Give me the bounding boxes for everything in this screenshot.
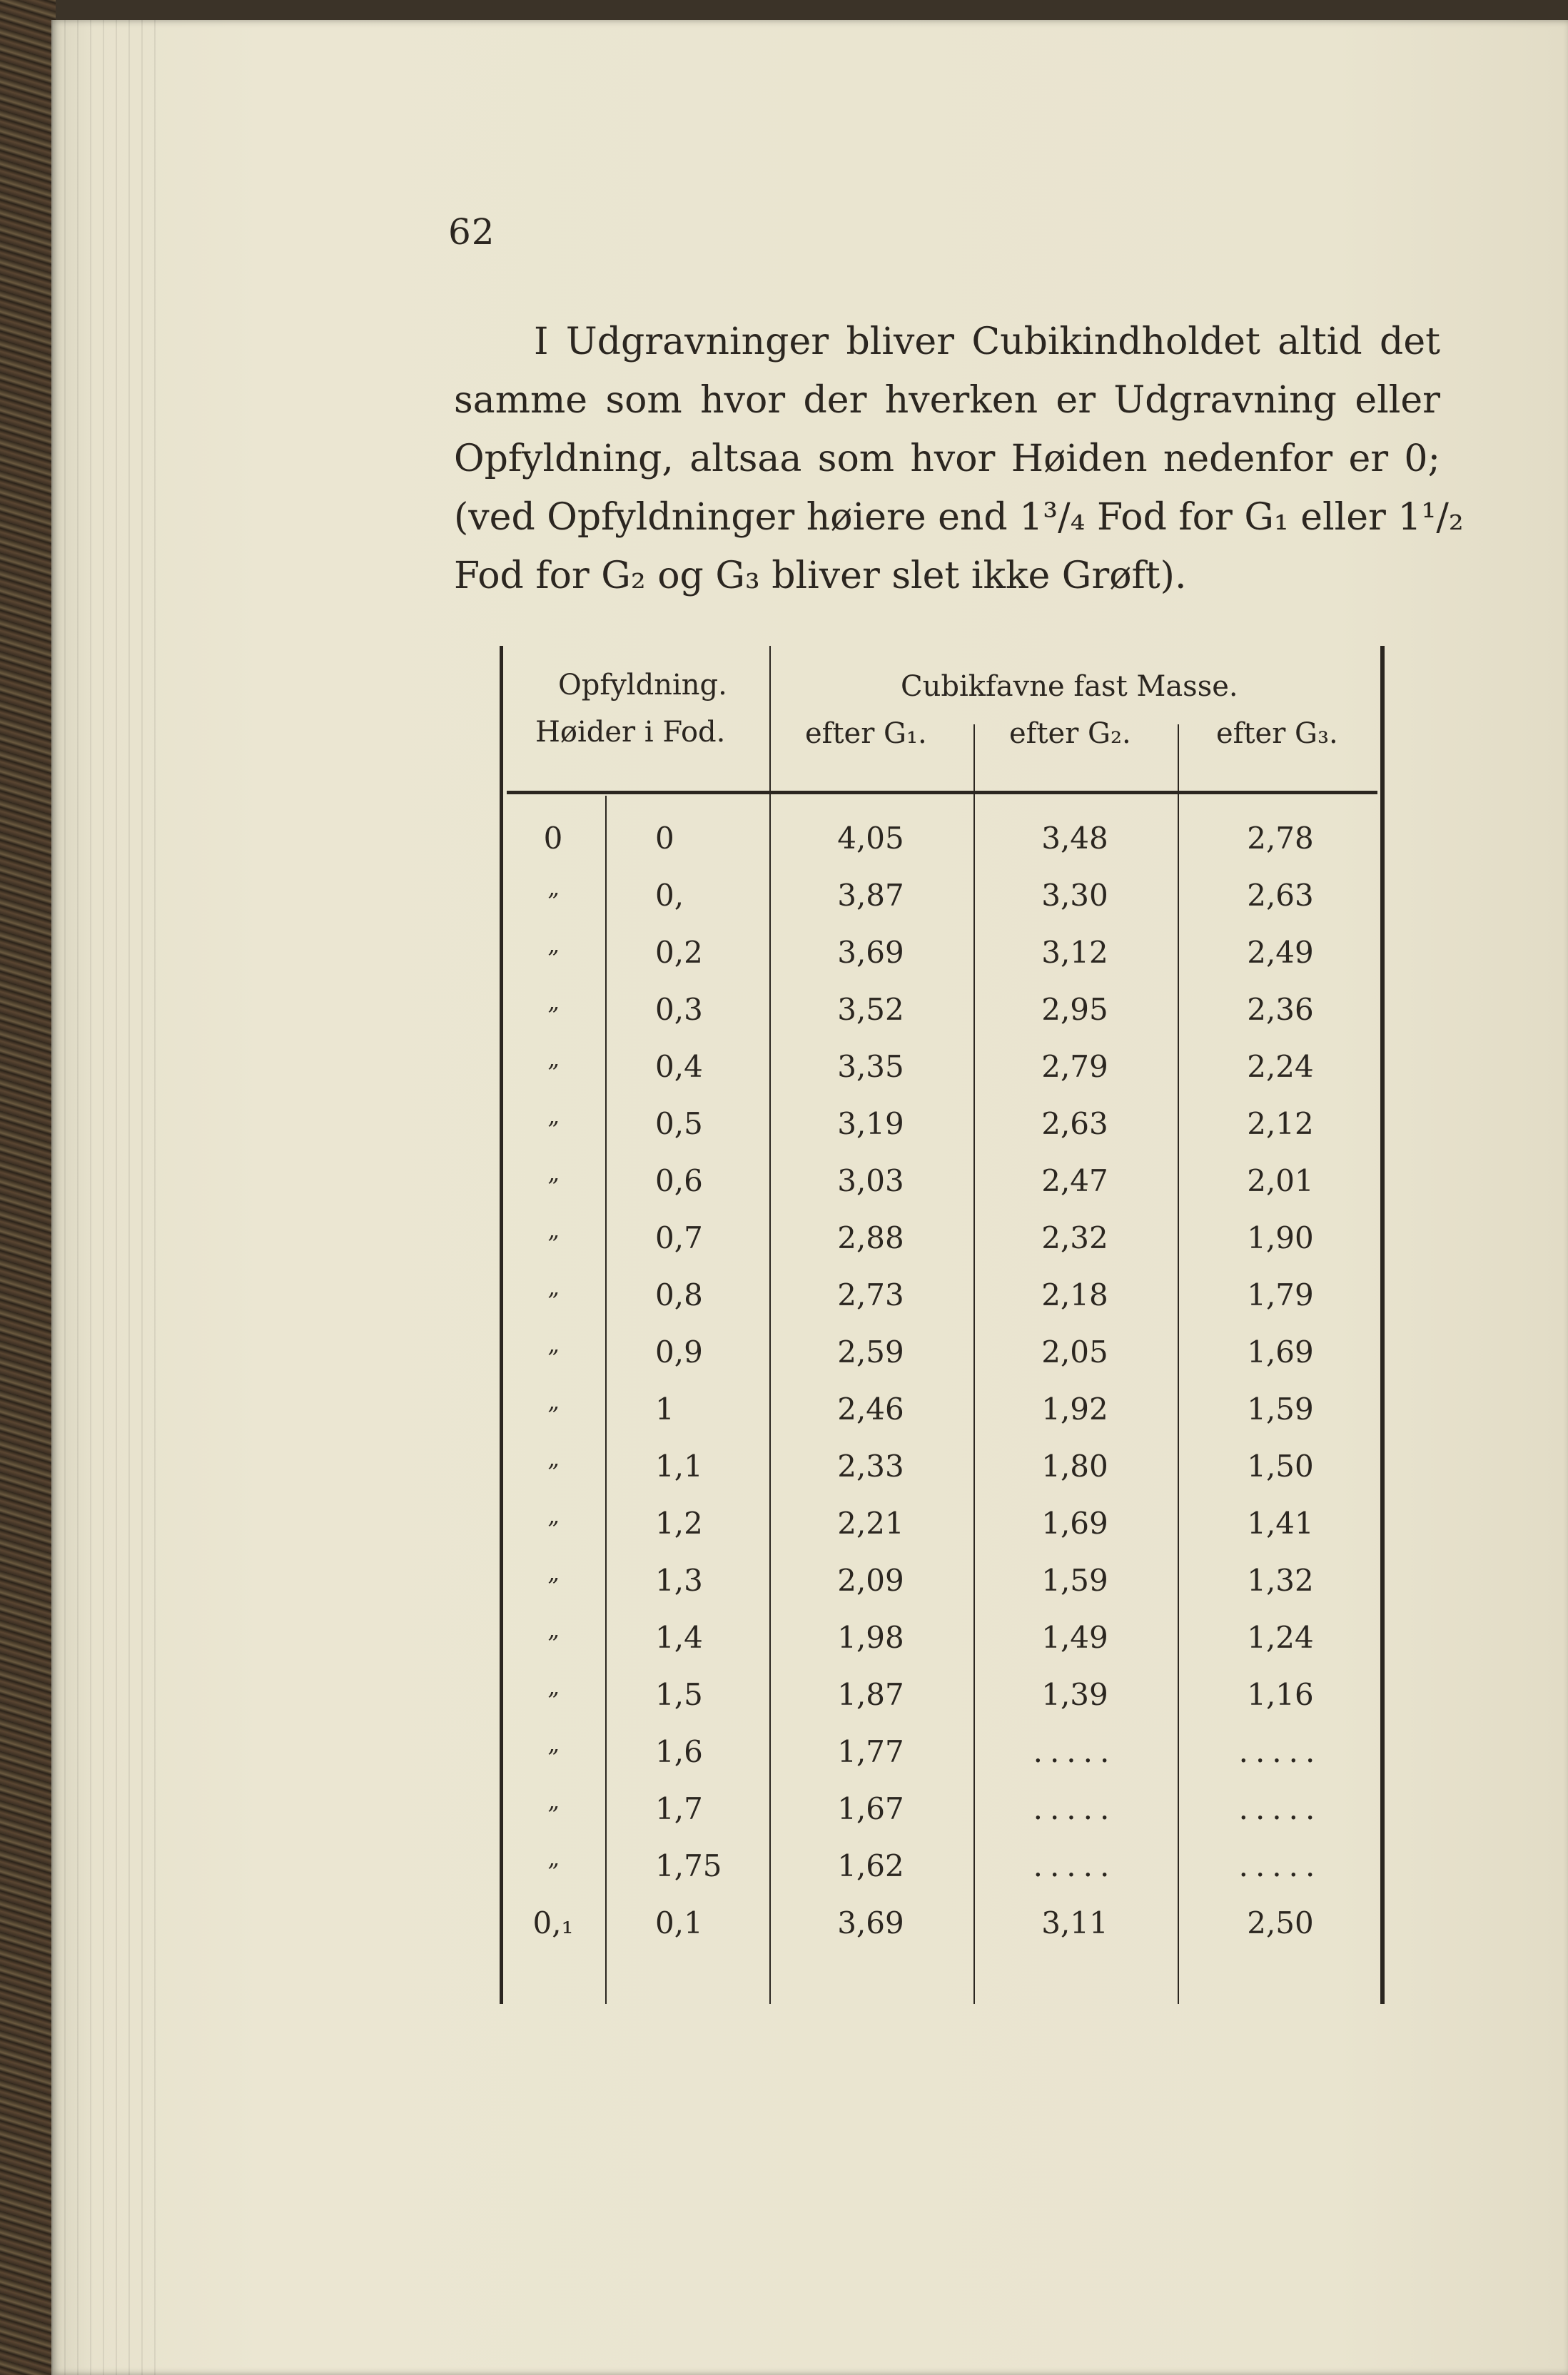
- row-height: 1,7: [655, 1791, 703, 1826]
- row-height: 0,5: [655, 1106, 703, 1141]
- row-g2: 1,59: [1041, 1563, 1108, 1598]
- row-g3: 2,78: [1247, 821, 1314, 856]
- row-height: 1,5: [655, 1677, 703, 1712]
- row-height: 0,6: [655, 1163, 703, 1198]
- row-g2: 1,69: [1041, 1506, 1108, 1541]
- row-height: 0,4: [655, 1049, 703, 1084]
- row-g2: 2,18: [1041, 1277, 1108, 1312]
- page-stack-edges: [51, 20, 166, 2375]
- row-g1: 2,46: [837, 1392, 904, 1427]
- row-mark: ”: [547, 1459, 560, 1486]
- row-g1: 2,33: [837, 1449, 904, 1484]
- row-mark: ”: [547, 1744, 560, 1771]
- row-g3: 1,41: [1247, 1506, 1314, 1541]
- paragraph-line: (ved Opfyldninger høiere end 1³/₄ Fod for G₁ eller 1¹/₂: [454, 496, 1464, 539]
- row-g1: 3,19: [837, 1106, 904, 1141]
- row-g2: .....: [1033, 1734, 1117, 1769]
- row-height: 0: [655, 821, 674, 856]
- row-g3: .....: [1238, 1791, 1322, 1826]
- row-mark: ”: [547, 1402, 560, 1429]
- row-g2: .....: [1033, 1848, 1117, 1883]
- paragraph-line: I Udgravninger bliver Cubikindholdet altid det: [534, 320, 1440, 363]
- row-height: 0,: [655, 878, 684, 913]
- row-g1: 1,62: [837, 1848, 904, 1883]
- row-g2: 1,92: [1041, 1392, 1108, 1427]
- row-g2: 2,79: [1041, 1049, 1108, 1084]
- row-height: 0,9: [655, 1335, 703, 1369]
- row-g3: 1,50: [1247, 1449, 1314, 1484]
- row-mark: ”: [547, 1002, 560, 1029]
- row-g3: 1,59: [1247, 1392, 1314, 1427]
- col-divider-mark: [605, 796, 607, 2004]
- row-g1: 2,09: [837, 1563, 904, 1598]
- row-height: 0,2: [655, 935, 703, 970]
- row-g3: 2,12: [1247, 1106, 1314, 1141]
- row-g3: 1,24: [1247, 1620, 1314, 1655]
- row-g1: 4,05: [837, 821, 904, 856]
- row-g2: 3,30: [1041, 878, 1108, 913]
- row-g2: 1,49: [1041, 1620, 1108, 1655]
- row-mark: 0,₁: [532, 1905, 574, 1940]
- row-g1: 2,88: [837, 1220, 904, 1255]
- row-mark: ”: [547, 1116, 560, 1143]
- header-rule: [507, 791, 1377, 794]
- row-mark: ”: [547, 1059, 560, 1086]
- row-height: 1,75: [655, 1848, 722, 1883]
- row-g1: 2,73: [837, 1277, 904, 1312]
- book-top-edge: [51, 0, 1568, 20]
- row-g2: 3,48: [1041, 821, 1108, 856]
- header-opfyldning: Opfyldning.: [558, 669, 727, 702]
- page-number: 62: [448, 211, 495, 253]
- row-mark: ”: [547, 1687, 560, 1714]
- body-paragraph: [454, 313, 1464, 605]
- row-g2: 1,39: [1041, 1677, 1108, 1712]
- row-g3: 2,63: [1247, 878, 1314, 913]
- row-g1: 3,52: [837, 992, 904, 1027]
- row-height: 0,1: [655, 1905, 703, 1940]
- row-g2: 2,32: [1041, 1220, 1108, 1255]
- row-g2: 3,11: [1041, 1905, 1108, 1940]
- row-height: 1: [655, 1392, 674, 1427]
- row-g3: 1,69: [1247, 1335, 1314, 1369]
- row-height: 0,3: [655, 992, 703, 1027]
- row-g3: .....: [1238, 1734, 1322, 1769]
- paragraph-line: Opfyldning, altsaa som hvor Høiden nedenfor er 0;: [454, 437, 1440, 480]
- row-mark: ”: [547, 1173, 560, 1200]
- row-height: 1,3: [655, 1563, 703, 1598]
- row-g3: 2,50: [1247, 1905, 1314, 1940]
- row-mark: ”: [547, 1230, 560, 1257]
- row-g2: 2,95: [1041, 992, 1108, 1027]
- header-hoider: Høider i Fod.: [535, 716, 726, 749]
- header-g3: efter G₃.: [1216, 717, 1338, 750]
- row-mark: ”: [547, 1573, 560, 1600]
- row-g2: 3,12: [1041, 935, 1108, 970]
- col-divider-height: [769, 646, 771, 2004]
- header-g2: efter G₂.: [1009, 717, 1131, 750]
- row-g3: 2,49: [1247, 935, 1314, 970]
- row-g3: 1,32: [1247, 1563, 1314, 1598]
- row-g2: 2,05: [1041, 1335, 1108, 1369]
- row-g1: 2,59: [837, 1335, 904, 1369]
- row-g3: .....: [1238, 1848, 1322, 1883]
- row-height: 0,7: [655, 1220, 703, 1255]
- row-g3: 2,01: [1247, 1163, 1314, 1198]
- row-height: 1,1: [655, 1449, 703, 1484]
- row-height: 1,2: [655, 1506, 703, 1541]
- row-g2: 2,47: [1041, 1163, 1108, 1198]
- header-g1: efter G₁.: [805, 717, 927, 750]
- row-g1: 1,67: [837, 1791, 904, 1826]
- row-g1: 3,03: [837, 1163, 904, 1198]
- row-g1: 1,98: [837, 1620, 904, 1655]
- row-g1: 3,69: [837, 935, 904, 970]
- row-g1: 1,87: [837, 1677, 904, 1712]
- header-cubic-mass: Cubikfavne fast Masse.: [901, 670, 1238, 703]
- row-mark: ”: [547, 1858, 560, 1885]
- table-left-rule: [500, 646, 503, 2004]
- row-height: 0,8: [655, 1277, 703, 1312]
- row-mark: 0: [543, 821, 563, 856]
- row-g2: .....: [1033, 1791, 1117, 1826]
- row-g3: 2,24: [1247, 1049, 1314, 1084]
- row-g2: 2,63: [1041, 1106, 1108, 1141]
- paragraph-line: Fod for G₂ og G₃ bliver slet ikke Grøft).: [454, 554, 1187, 597]
- col-divider-g2-g3: [1178, 724, 1179, 2004]
- paragraph-line: samme som hvor der hverken er Udgravning eller: [454, 379, 1440, 422]
- row-g2: 1,80: [1041, 1449, 1108, 1484]
- row-mark: ”: [547, 1345, 560, 1372]
- row-height: 1,4: [655, 1620, 703, 1655]
- row-g1: 2,21: [837, 1506, 904, 1541]
- book-cover-edge: [0, 0, 56, 2375]
- row-g3: 1,79: [1247, 1277, 1314, 1312]
- row-mark: ”: [547, 1516, 560, 1543]
- row-mark: ”: [547, 945, 560, 972]
- row-mark: ”: [547, 1630, 560, 1657]
- row-g3: 1,90: [1247, 1220, 1314, 1255]
- row-mark: ”: [547, 888, 560, 915]
- row-height: 1,6: [655, 1734, 703, 1769]
- row-mark: ”: [547, 1287, 560, 1315]
- table-right-rule: [1380, 646, 1385, 2004]
- row-g3: 2,36: [1247, 992, 1314, 1027]
- row-g1: 3,69: [837, 1905, 904, 1940]
- volume-table: [500, 646, 1386, 2004]
- row-g1: 1,77: [837, 1734, 904, 1769]
- col-divider-g1-g2: [973, 724, 975, 2004]
- row-g1: 3,35: [837, 1049, 904, 1084]
- row-g1: 3,87: [837, 878, 904, 913]
- row-mark: ”: [547, 1801, 560, 1828]
- row-g3: 1,16: [1247, 1677, 1314, 1712]
